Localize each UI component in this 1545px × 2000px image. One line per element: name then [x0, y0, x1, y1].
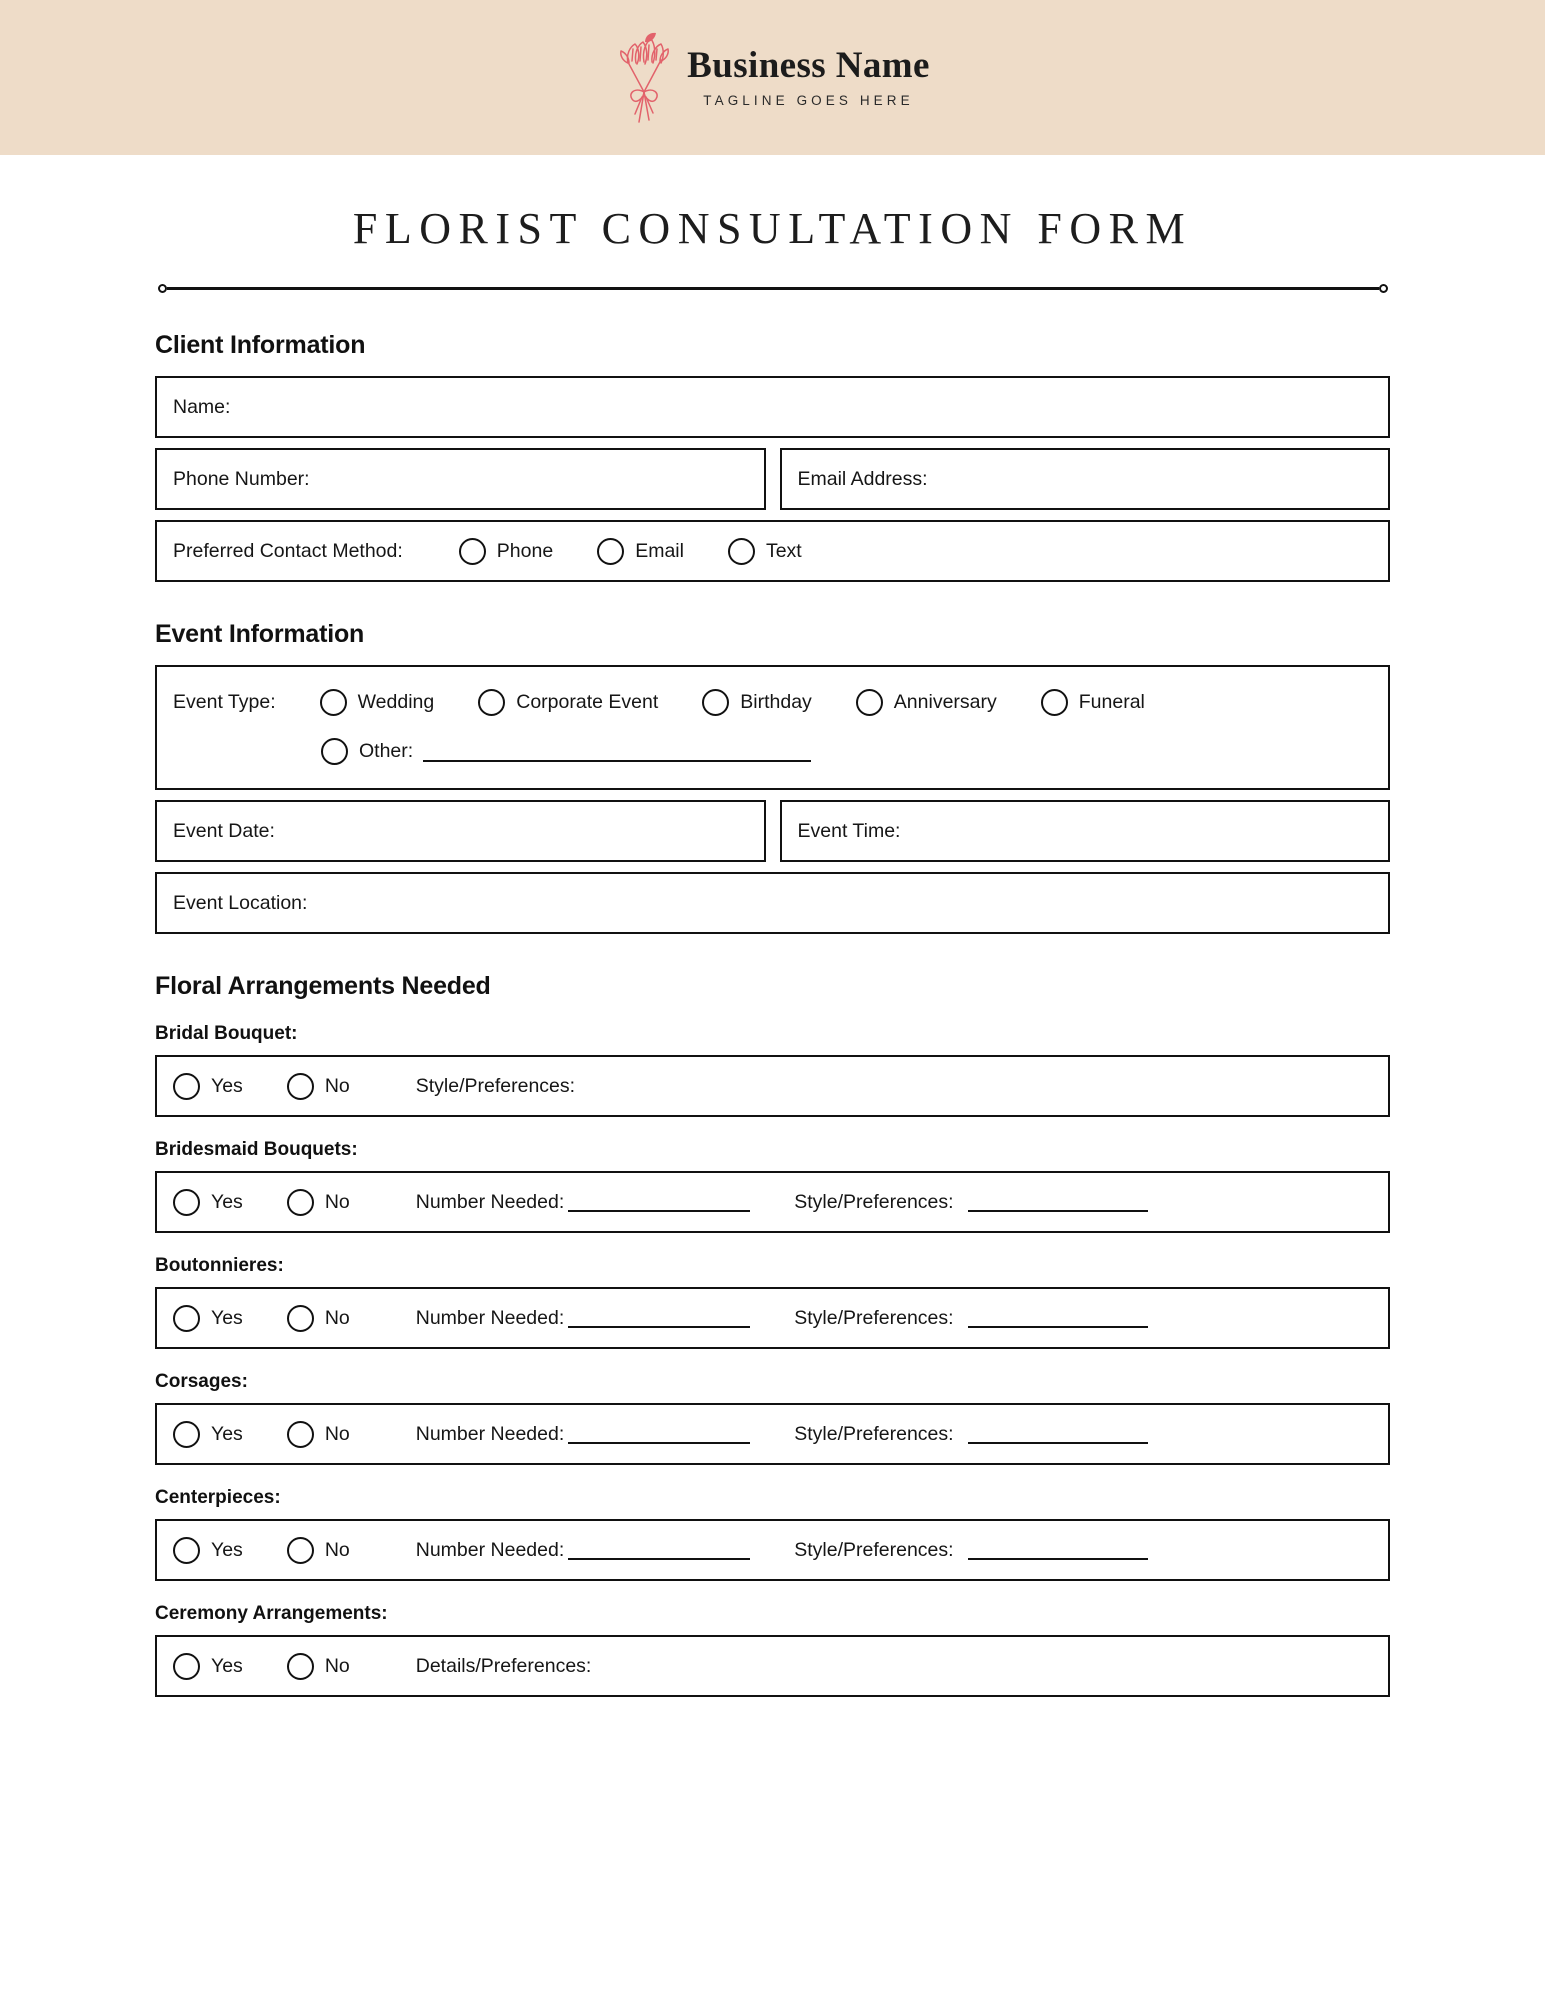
field-label-bridal-bouquet-style: Style/Preferences: — [415, 1074, 576, 1097]
radio-contact-text[interactable] — [728, 538, 802, 565]
radio-label-no: No — [324, 1074, 350, 1097]
sub-heading-centerpieces: Centerpieces: — [155, 1487, 281, 1508]
event-type-other-row — [173, 738, 1372, 765]
radio-label-yes: Yes — [211, 1074, 243, 1097]
field-label-name: Name: — [173, 395, 231, 418]
radio-label-event-type-other: Other: — [359, 740, 414, 762]
radio-label-no: No — [324, 1538, 350, 1561]
field-label-preferred-contact-method: Preferred Contact Method: — [173, 539, 403, 562]
input-corsages-number[interactable] — [568, 1424, 750, 1444]
field-centerpieces[interactable] — [155, 1519, 1390, 1581]
field-bridesmaid-bouquets[interactable] — [155, 1171, 1390, 1233]
radio-circle-icon[interactable] — [287, 1305, 314, 1332]
field-label-details-preferences: Details/Preferences: — [415, 1654, 592, 1677]
input-boutonnieres-number[interactable] — [568, 1308, 750, 1328]
radio-circle-icon[interactable] — [173, 1189, 200, 1216]
radio-event-type-wedding[interactable] — [320, 689, 435, 716]
radio-circle-icon[interactable] — [478, 689, 505, 716]
input-boutonnieres-style[interactable] — [968, 1308, 1148, 1328]
radio-event-type-birthday[interactable] — [702, 689, 812, 716]
radio-label-no: No — [324, 1306, 350, 1329]
radio-centerpieces-yes[interactable] — [173, 1537, 243, 1564]
brand-lockup — [615, 30, 930, 126]
field-phone-number[interactable] — [155, 448, 766, 510]
input-event-type-other[interactable] — [423, 742, 811, 762]
radio-label-event-type-wedding: Wedding — [357, 691, 435, 713]
field-event-date[interactable] — [155, 800, 766, 862]
radio-boutonnieres-yes[interactable] — [173, 1305, 243, 1332]
field-corsages[interactable] — [155, 1403, 1390, 1465]
radio-circle-icon[interactable] — [287, 1421, 314, 1448]
field-label-event-location: Event Location: — [173, 891, 308, 914]
radio-circle-icon[interactable] — [1041, 689, 1068, 716]
radio-circle-icon[interactable] — [728, 538, 755, 565]
radio-bridesmaid-bouquets-yes[interactable] — [173, 1189, 243, 1216]
field-boutonnieres[interactable] — [155, 1287, 1390, 1349]
field-email-address[interactable] — [780, 448, 1391, 510]
sub-heading-ceremony-arrangements: Ceremony Arrangements: — [155, 1603, 388, 1624]
radio-circle-icon[interactable] — [287, 1653, 314, 1680]
field-label-number-needed: Number Needed: — [415, 1422, 565, 1445]
sub-heading-corsages: Corsages: — [155, 1371, 248, 1392]
radio-event-type-anniversary[interactable] — [856, 689, 997, 716]
field-label-phone-number: Phone Number: — [173, 467, 310, 490]
radio-boutonnieres-no[interactable] — [287, 1305, 350, 1332]
event-type-options-row — [173, 689, 1372, 716]
field-label-number-needed: Number Needed: — [415, 1190, 565, 1213]
radio-corsages-no[interactable] — [287, 1421, 350, 1448]
field-event-time[interactable] — [780, 800, 1391, 862]
radio-label-event-type-anniversary: Anniversary — [893, 691, 997, 713]
input-centerpieces-style[interactable] — [968, 1540, 1148, 1560]
radio-bridesmaid-bouquets-no[interactable] — [287, 1189, 350, 1216]
radio-label-yes: Yes — [211, 1422, 243, 1445]
radio-circle-icon[interactable] — [173, 1073, 200, 1100]
radio-label-event-type-birthday: Birthday — [740, 691, 812, 713]
radio-circle-icon[interactable] — [459, 538, 486, 565]
row-event-date-time — [155, 800, 1390, 862]
radio-event-type-other[interactable] — [321, 738, 413, 765]
radio-contact-phone[interactable] — [459, 538, 553, 565]
sub-heading-bridal-bouquet: Bridal Bouquet: — [155, 1023, 298, 1044]
field-label-style-preferences: Style/Preferences: — [794, 1422, 954, 1445]
field-label-event-time: Event Time: — [797, 819, 901, 842]
radio-circle-icon[interactable] — [597, 538, 624, 565]
field-name[interactable] — [155, 376, 1390, 438]
radio-circle-icon[interactable] — [173, 1653, 200, 1680]
divider-dot-right — [1379, 284, 1388, 293]
radio-label-contact-email: Email — [635, 539, 684, 562]
radio-label-yes: Yes — [211, 1538, 243, 1561]
input-corsages-style[interactable] — [968, 1424, 1148, 1444]
radio-label-no: No — [324, 1654, 350, 1677]
field-label-style-preferences: Style/Preferences: — [794, 1190, 954, 1213]
field-bridal-bouquet[interactable] — [155, 1055, 1390, 1117]
radio-circle-icon[interactable] — [287, 1189, 314, 1216]
field-label-number-needed: Number Needed: — [415, 1538, 565, 1561]
radio-label-yes: Yes — [211, 1654, 243, 1677]
radio-label-no: No — [324, 1422, 350, 1445]
radio-circle-icon[interactable] — [702, 689, 729, 716]
radio-bridal-bouquet-no[interactable] — [287, 1073, 350, 1100]
field-label-email-address: Email Address: — [797, 467, 928, 490]
field-event-location[interactable] — [155, 872, 1390, 934]
radio-label-event-type-corporate-event: Corporate Event — [516, 691, 659, 713]
radio-label-yes: Yes — [211, 1306, 243, 1329]
section-heading-floral-arrangements: Floral Arrangements Needed — [155, 972, 491, 1000]
field-label-number-needed: Number Needed: — [415, 1306, 565, 1329]
field-label-style-preferences: Style/Preferences: — [794, 1306, 954, 1329]
radio-event-type-funeral[interactable] — [1041, 689, 1145, 716]
field-preferred-contact-method[interactable] — [155, 520, 1390, 582]
radio-label-contact-text: Text — [765, 539, 802, 562]
section-heading-event-information: Event Information — [155, 620, 365, 648]
radio-circle-icon[interactable] — [173, 1421, 200, 1448]
divider-dot-left — [158, 284, 167, 293]
radio-corsages-yes[interactable] — [173, 1421, 243, 1448]
field-label-event-type: Event Type: — [173, 691, 276, 713]
page-header — [0, 0, 1545, 155]
radio-label-contact-phone: Phone — [496, 539, 554, 562]
radio-label-event-type-funeral: Funeral — [1078, 691, 1145, 713]
section-heading-client-information: Client Information — [155, 331, 366, 359]
decorative-divider — [158, 284, 1388, 293]
radio-contact-email[interactable] — [597, 538, 684, 565]
business-tagline: TAGLINE GOES HERE — [703, 93, 914, 109]
flower-bouquet-icon — [615, 30, 673, 126]
radio-label-no: No — [324, 1190, 350, 1213]
radio-label-yes: Yes — [211, 1190, 243, 1213]
input-centerpieces-number[interactable] — [568, 1540, 750, 1560]
field-label-style-preferences: Style/Preferences: — [794, 1538, 954, 1561]
radio-circle-icon[interactable] — [856, 689, 883, 716]
radio-bridal-bouquet-yes[interactable] — [173, 1073, 243, 1100]
radio-circle-icon[interactable] — [321, 738, 348, 765]
divider-line — [167, 287, 1379, 289]
radio-circle-icon[interactable] — [173, 1305, 200, 1332]
page-title: FLORIST CONSULTATION FORM — [352, 204, 1193, 253]
radio-circle-icon[interactable] — [287, 1073, 314, 1100]
radio-circle-icon[interactable] — [173, 1537, 200, 1564]
radio-circle-icon[interactable] — [287, 1537, 314, 1564]
radio-ceremony-arrangements-no[interactable] — [287, 1653, 350, 1680]
field-event-type[interactable] — [155, 665, 1390, 790]
radio-circle-icon[interactable] — [320, 689, 347, 716]
radio-event-type-corporate-event[interactable] — [478, 689, 658, 716]
radio-centerpieces-no[interactable] — [287, 1537, 350, 1564]
field-ceremony-arrangements[interactable] — [155, 1635, 1390, 1697]
business-name: Business Name — [687, 44, 930, 86]
field-label-event-date: Event Date: — [173, 819, 275, 842]
row-phone-email — [155, 448, 1390, 510]
sub-heading-boutonnieres: Boutonnieres: — [155, 1255, 284, 1276]
radio-ceremony-arrangements-yes[interactable] — [173, 1653, 243, 1680]
input-bridesmaid-bouquets-number[interactable] — [568, 1192, 750, 1212]
input-bridesmaid-bouquets-style[interactable] — [968, 1192, 1148, 1212]
sub-heading-bridesmaid-bouquets: Bridesmaid Bouquets: — [155, 1139, 358, 1160]
